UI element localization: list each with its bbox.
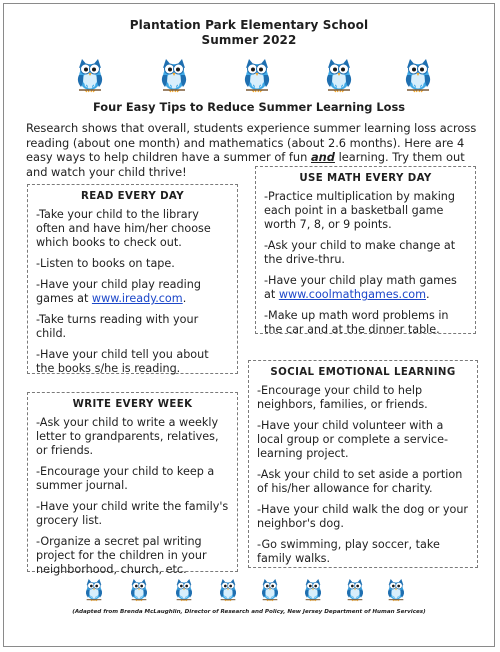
social-tip: -Encourage your child to help neighbors, families, or friends.	[257, 384, 428, 411]
source-credit: (Adapted from Brenda McLaughlin, Director of Research and Policy, New Jersey Department of Human Services)	[72, 609, 426, 615]
intro-text-end: learning. Try them out and watch your child thrive!	[26, 150, 465, 179]
owl-icon	[174, 576, 194, 602]
owl-icon	[303, 576, 323, 602]
owl-icon	[260, 576, 280, 602]
intro-text-start: Research shows that overall, students experience summer learning loss across reading (about one month) and mathematics (about 2.6 months). Here are 4 easy ways to help children have a summer of fun	[26, 121, 477, 165]
math-tip: -Practice multiplication by making each point in a basketball game worth 7, 8, or 9 points.	[264, 190, 455, 231]
top-owl-row	[4, 55, 494, 95]
main-heading: Four Easy Tips to Reduce Summer Learning Loss	[92, 100, 406, 114]
owl-icon	[345, 576, 365, 602]
coolmathgames-link[interactable]: www.coolmathgames.com	[278, 288, 426, 301]
math-link-prefix: -Have your child play math games at	[264, 274, 457, 301]
read-tip-link	[36, 278, 229, 306]
read-section-title: READ EVERY DAY	[80, 191, 185, 202]
read-tip: -Have your child tell you about the books s/he is reading.	[36, 348, 209, 375]
write-tip: -Ask your child to write a weekly letter to grandparents, relatives, or friends.	[36, 416, 219, 457]
math-tip-link	[264, 274, 467, 302]
read-tip: -Take your child to the library often and have him/her choose which books to check out.	[36, 208, 211, 249]
math-tip: -Ask your child to make change at the drive-thru.	[264, 239, 456, 266]
write-section-title: WRITE EVERY WEEK	[72, 399, 193, 410]
owl-icon	[386, 576, 406, 602]
social-tip: -Have your child volunteer with a local group or complete a service-learning project.	[257, 419, 449, 460]
owl-icon	[75, 55, 105, 93]
write-tip: -Organize a secret pal writing project for the children in your neighborhood, church, etc.	[36, 535, 207, 576]
read-section	[27, 184, 238, 374]
social-section	[248, 360, 478, 568]
math-section-title: USE MATH EVERY DAY	[299, 173, 432, 184]
read-link-suffix: .	[182, 292, 187, 305]
owl-icon	[129, 576, 149, 602]
owl-icon	[218, 576, 238, 602]
write-tip: -Encourage your child to keep a summer journal.	[36, 465, 215, 492]
math-tip: -Make up math word problems in the car and at the dinner table.	[264, 309, 449, 336]
iready-link[interactable]: www.iready.com	[91, 292, 183, 305]
read-link-prefix: -Have your child play reading games at	[36, 278, 201, 305]
flyer-page	[3, 3, 495, 647]
social-section-title: SOCIAL EMOTIONAL LEARNING	[270, 367, 456, 378]
owl-icon	[159, 55, 189, 93]
math-link-suffix: .	[426, 288, 430, 301]
write-tip: -Have your child write the family's grocery list.	[36, 500, 229, 527]
owl-icon	[403, 55, 433, 93]
math-section	[255, 166, 476, 334]
social-tip: -Have your child walk the dog or your neighbor's dog.	[257, 503, 469, 530]
read-tip: -Take turns reading with your child.	[36, 313, 199, 340]
intro-emphasis: and	[311, 150, 335, 165]
term-title: Summer 2022	[201, 33, 297, 47]
social-tip: -Go swimming, play soccer, take family walks.	[257, 538, 440, 565]
social-tip: -Ask your child to set aside a portion of his/her allowance for charity.	[257, 468, 463, 495]
owl-icon	[84, 576, 104, 602]
read-tip: -Listen to books on tape.	[36, 257, 175, 270]
write-section	[27, 392, 238, 576]
owl-icon	[324, 55, 354, 93]
owl-icon	[242, 55, 272, 93]
school-name: Plantation Park Elementary School	[129, 18, 369, 32]
